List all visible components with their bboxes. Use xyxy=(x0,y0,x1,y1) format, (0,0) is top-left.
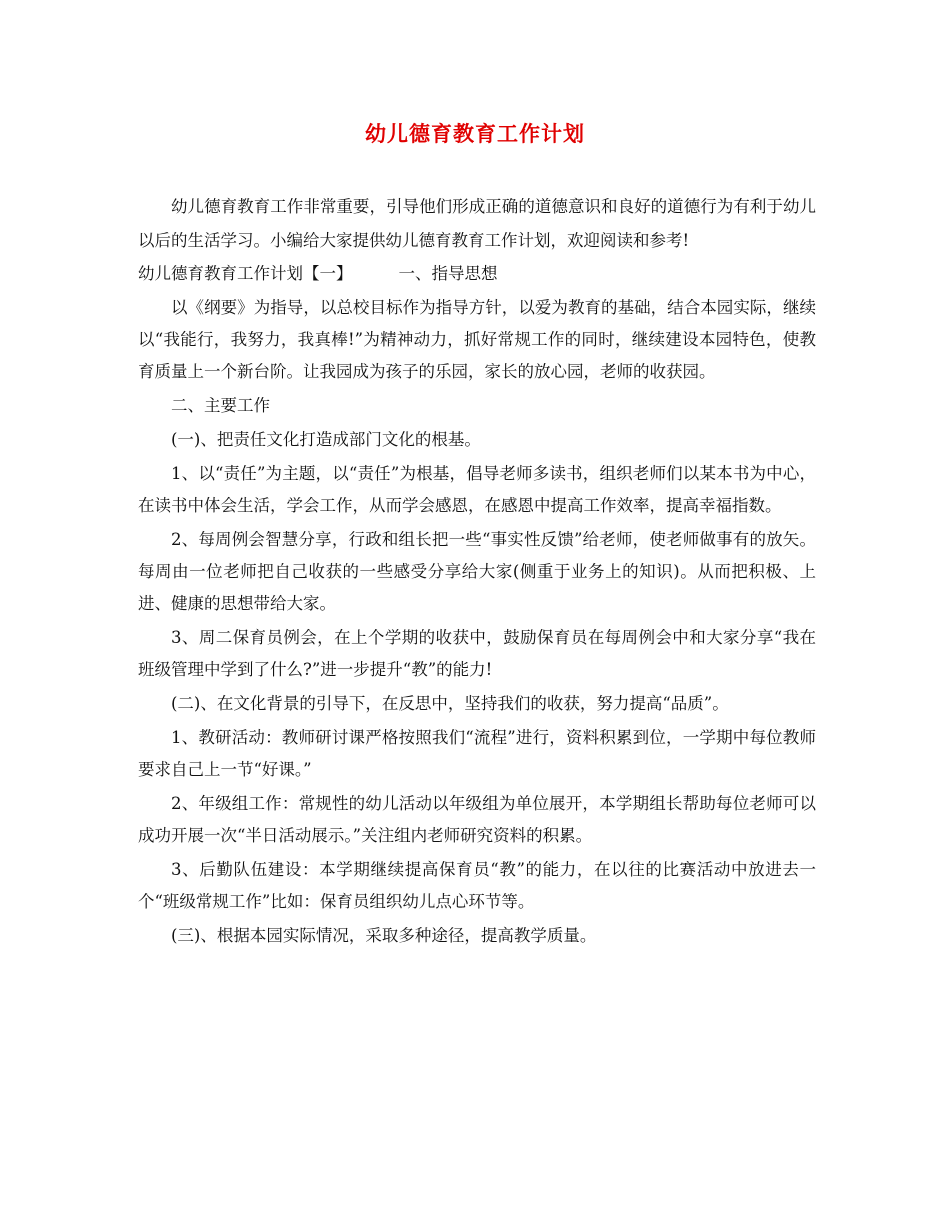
section-heading-guiding-thought: 一、指导思想 xyxy=(398,264,498,283)
list-item-2-3: 3、后勤队伍建设：本学期继续提高保育员“教”的能力，在以往的比赛活动中放进去一个“班级常规工作”比如：保育员组织幼儿点心环节等。 xyxy=(138,860,816,911)
subsection-heading-3: (三)、根据本园实际情况，采取多种途径，提高教学质量。 xyxy=(171,926,597,945)
list-item-2-2: 2、年级组工作：常规性的幼儿活动以年级组为单位展开，本学期组长帮助每位老师可以成功开展一次“半日活动展示。”关注组内老师研究资料的积累。 xyxy=(138,794,816,845)
list-item-1-3: 3、周二保育员例会，在上个学期的收获中，鼓励保育员在每周例会中和大家分享“我在班级管理中学到了什么?”进一步提升“教”的能力! xyxy=(138,628,816,679)
subsection-heading-1: (一)、把责任文化打造成部门文化的根基。 xyxy=(171,430,481,449)
document-body xyxy=(138,190,816,954)
document-title: 幼儿德育教育工作计划 xyxy=(365,121,585,146)
subsection-heading-2: (二)、在文化背景的引导下，在反思中，坚持我们的收获，努力提高“品质”。 xyxy=(171,694,729,713)
section-heading-main-work: 二、主要工作 xyxy=(171,396,270,415)
intro-paragraph: 幼儿德育教育工作非常重要，引导他们形成正确的道德意识和良好的道德行为有利于幼儿以后的生活学习。小编给大家提供幼儿德育教育工作计划，欢迎阅读和参考! xyxy=(138,197,816,250)
list-item-1-2: 2、每周例会智慧分享，行政和组长把一些“事实性反馈”给老师，使老师做事有的放矢。每周由一位老师把自己收获的一些感受分享给大家(侧重于业务上的知识)。从而把积极、上进、健康的思想带给大家。 xyxy=(138,530,816,613)
plan-heading: 幼儿德育教育工作计划【一】 xyxy=(138,264,353,283)
paragraph-guiding-thought: 以《纲要》为指导，以总校目标作为指导方针，以爱为教育的基础，结合本园实际，继续以“我能行，我努力，我真棒!”为精神动力，抓好常规工作的同时，继续建设本园特色，使教育质量上一个新台阶。让我园成为孩子的乐园，家长的放心园，老师的收获园。 xyxy=(138,298,816,381)
list-item-2-1: 1、教研活动：教师研讨课严格按照我们“流程”进行，资料积累到位，一学期中每位教师要求自己上一节“好课。” xyxy=(138,728,816,779)
list-item-1-1: 1、以“责任”为主题，以“责任”为根基，倡导老师多读书，组织老师们以某本书为中心，在读书中体会生活，学会工作，从而学会感恩，在感恩中提高工作效率，提高幸福指数。 xyxy=(138,464,816,515)
plan-heading-line xyxy=(138,258,816,290)
